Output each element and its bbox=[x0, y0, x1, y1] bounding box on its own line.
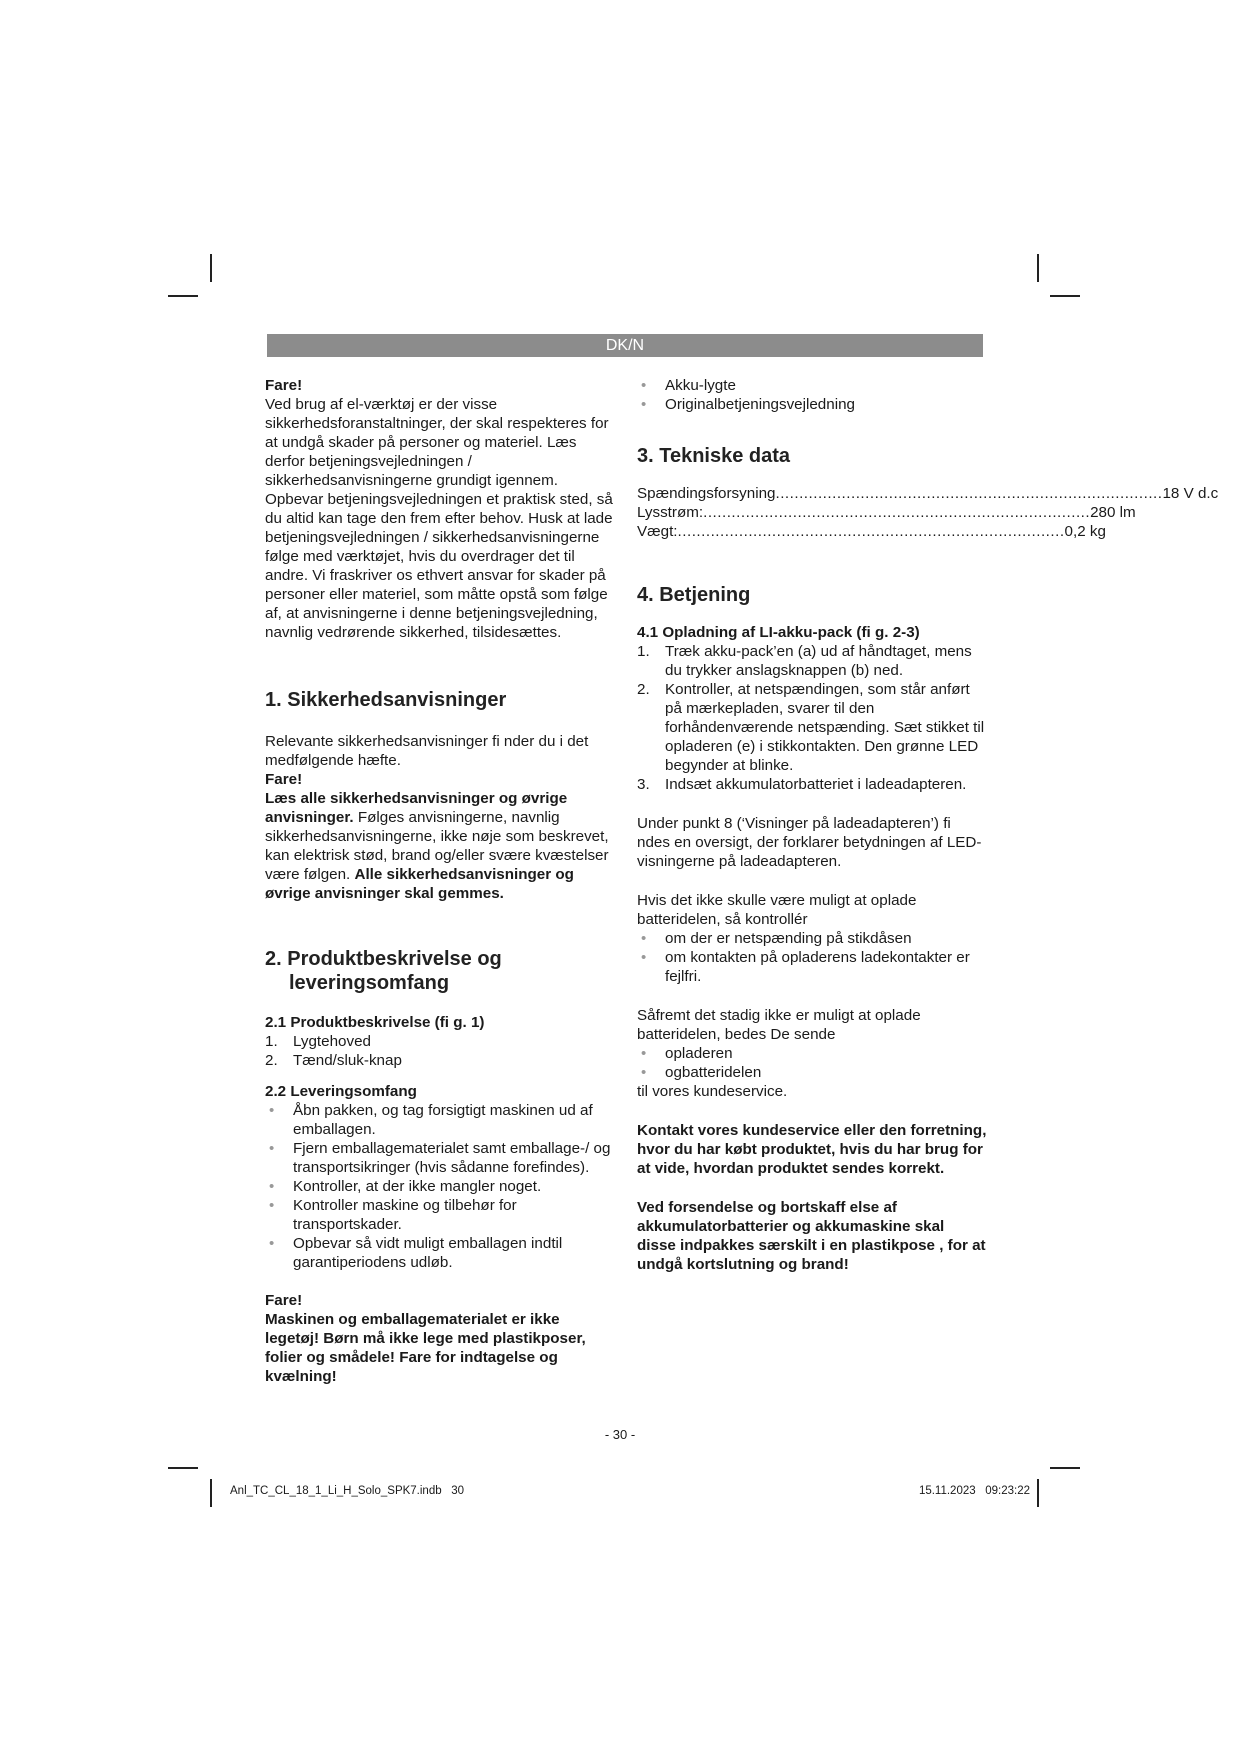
list-item: • Akku-lygte bbox=[637, 376, 987, 395]
led-paragraph: Under punkt 8 (‘Visninger på ladeadapteren’) fi ndes en oversigt, der forklarer betydningen af LED-visningerne på ladeadapteren. bbox=[637, 815, 982, 870]
list-item: • Fjern emballagematerialet samt emballage-/ og transportsikringer (hvis sådanne forefindes). bbox=[265, 1139, 613, 1177]
crop-mark-top-right-h bbox=[1050, 295, 1080, 297]
section-2-title-line1: 2. Produktbeskrivelse og bbox=[265, 948, 502, 970]
list-item: • Opbevar så vidt muligt emballagen indtil garantiperiodens udløb. bbox=[265, 1234, 613, 1272]
item-number: 1. bbox=[637, 643, 650, 660]
fare-paragraph: Ved brug af el-værktøj er der visse sikkerhedsforanstaltninger, der skal respekteres for at undgå skader på personer og materiel. Læs derfor betjeningsvejledningen / sikkerhedsanvisningerne grundigt igennem. Opbevar betjeningsvejledningen et praktisk sted, så du altid kan tage den frem efter behov. Husk at lade betjeningsvejledningen / sikkerhedsanvisningerne følge med værktøjet, hvis du overdrager det til andre. Vi fraskriver os ethvert ansvar for skader på personer eller materiel, som måtte opstå som følge af, at anvisningerne i denne betjeningsvejledning, navnlig vedrørende sikkerhed, tilsidesættes. bbox=[265, 396, 613, 641]
crop-mark-top-left-v bbox=[210, 254, 212, 282]
list-item bbox=[637, 680, 987, 775]
item-number: 2. bbox=[637, 681, 650, 698]
crop-mark-top-left-h bbox=[168, 295, 198, 297]
crop-mark-top-right-v bbox=[1037, 254, 1039, 282]
fare-2-text: Maskinen og emballagematerialet er ikke legetøj! Børn må ikke lege med plastikposer, folier og smådele! Fare for indtagelse og kvælning! bbox=[265, 1311, 586, 1385]
list-item: • Kontroller, at der ikke mangler noget. bbox=[265, 1177, 613, 1196]
tech-label: Vægt: bbox=[637, 523, 678, 540]
delivery-steps-list bbox=[265, 1101, 613, 1272]
section-1-warning-text: Følges anvisningerne, navnlig sikkerhedsanvisningerne, ikke nøje som beskrevet, kan elektrisk stød, brand og/eller svære kvæstelser være følgen. bbox=[265, 809, 609, 883]
list-item: • opladeren bbox=[637, 1044, 987, 1063]
fare-title: Fare! bbox=[265, 377, 303, 394]
tech-label: Lysstrøm: bbox=[637, 504, 704, 521]
tech-label: Spændingsforsyning bbox=[637, 485, 776, 502]
delivery-contents-list bbox=[637, 376, 987, 414]
customer-service-line: til vores kundeservice. bbox=[637, 1083, 788, 1100]
list-item: • Åbn pakken, og tag forsigtigt maskinen ud af emballagen. bbox=[265, 1101, 613, 1139]
tech-value: 280 lm bbox=[1090, 504, 1136, 521]
list-item bbox=[265, 1051, 613, 1070]
item-text: Træk akku-pack’en (a) ud af håndtaget, mens du trykker anslagsknappen (b) ned. bbox=[665, 643, 972, 679]
tech-row-voltage: Spændingsforsyning .................................................................................. 18 V d.c bbox=[637, 485, 1219, 502]
list-item: • om kontakten på opladerens ladekontakter er fejlfri. bbox=[637, 948, 987, 986]
crop-mark-bottom-left-h bbox=[168, 1467, 198, 1469]
item-text: Tænd/sluk-knap bbox=[293, 1052, 402, 1069]
section-1-paragraph: Relevante sikkerhedsanvisninger fi nder du i det medfølgende hæfte. bbox=[265, 733, 589, 769]
check-paragraph: Hvis det ikke skulle være muligt at oplade batteridelen, så kontrollér bbox=[637, 892, 917, 928]
section-4-title: 4. Betjening bbox=[637, 584, 751, 606]
send-paragraph: Såfremt det stadig ikke er muligt at oplade batteridelen, bedes De sende bbox=[637, 1007, 921, 1043]
tech-value: 18 V d.c bbox=[1162, 485, 1219, 502]
send-list bbox=[637, 1044, 987, 1082]
list-item bbox=[265, 1032, 613, 1051]
fare-2-title: Fare! bbox=[265, 1292, 303, 1309]
item-text: Lygtehoved bbox=[293, 1033, 371, 1050]
section-1-warning-bold2: Alle sikkerhedsanvisninger og øvrige anvisninger skal gemmes. bbox=[265, 866, 574, 902]
shipping-notice: Ved forsendelse og bortskaff else af akkumulatorbatterier og akkumaskine skal disse indpakkes særskilt i en plastikpose , for at undgå kortslutning og brand! bbox=[637, 1199, 986, 1273]
contact-notice: Kontakt vores kundeservice eller den forretning, hvor du har købt produktet, hvis du har brug for at vide, hvordan produktet sendes korrekt. bbox=[637, 1122, 987, 1177]
section-1-warning-bold: Læs alle sikkerhedsanvisninger og øvrige anvisninger. bbox=[265, 790, 568, 826]
list-item bbox=[637, 775, 987, 794]
right-column bbox=[637, 376, 1219, 1274]
charging-steps-list bbox=[637, 642, 987, 794]
list-item: • ogbatteridelen bbox=[637, 1063, 987, 1082]
list-item: • Originalbetjeningsvejledning bbox=[637, 395, 987, 414]
section-2-2-title: 2.2 Leveringsomfang bbox=[265, 1083, 417, 1100]
page-number: - 30 - bbox=[604, 1427, 636, 1442]
item-text: Indsæt akkumulatorbatteriet i ladeadapteren. bbox=[665, 776, 967, 793]
crop-mark-bottom-right-h bbox=[1050, 1467, 1080, 1469]
footer-filename: Anl_TC_CL_18_1_Li_H_Solo_SPK7.indb 30 bbox=[230, 1485, 464, 1497]
section-2-title bbox=[265, 947, 613, 995]
section-2-title-line2: leveringsomfang bbox=[289, 972, 450, 994]
item-number: 2. bbox=[265, 1052, 278, 1069]
language-header-bar: DK/N bbox=[267, 334, 983, 357]
list-item bbox=[637, 642, 987, 680]
section-2-1-title: 2.1 Produktbeskrivelse (fi g. 1) bbox=[265, 1014, 485, 1031]
tech-row-lumen: Lysstrøm: .................................................................................. 280 lm bbox=[637, 504, 1136, 521]
check-list bbox=[637, 929, 987, 986]
crop-mark-bottom-left-v bbox=[210, 1479, 212, 1507]
list-item: • Kontroller maskine og tilbehør for transportskader. bbox=[265, 1196, 613, 1234]
section-1-fare: Fare! bbox=[265, 771, 303, 788]
product-parts-list bbox=[265, 1032, 613, 1070]
footer-timestamp: 15.11.2023 09:23:22 bbox=[918, 1485, 1030, 1497]
left-column bbox=[265, 376, 613, 1386]
item-number: 1. bbox=[265, 1033, 278, 1050]
item-number: 3. bbox=[637, 776, 650, 793]
section-1-title: 1. Sikkerhedsanvisninger bbox=[265, 689, 507, 711]
section-1-warning bbox=[265, 789, 613, 903]
crop-mark-bottom-right-v bbox=[1037, 1479, 1039, 1507]
tech-row-weight: Vægt: .................................................................................. 0,2 kg bbox=[637, 523, 1106, 540]
tech-value: 0,2 kg bbox=[1064, 523, 1106, 540]
section-3-title: 3. Tekniske data bbox=[637, 445, 791, 467]
item-text: Kontroller, at netspændingen, som står anført på mærkepladen, svarer til den forhåndenværende netspænding. Sæt stikket til opladeren (e) i stikkontakten. Den grønne LED begynder at blinke. bbox=[665, 681, 985, 774]
section-4-1-title: 4.1 Opladning af LI-akku-pack (fi g. 2-3) bbox=[637, 624, 920, 641]
list-item: • om der er netspænding på stikdåsen bbox=[637, 929, 987, 948]
